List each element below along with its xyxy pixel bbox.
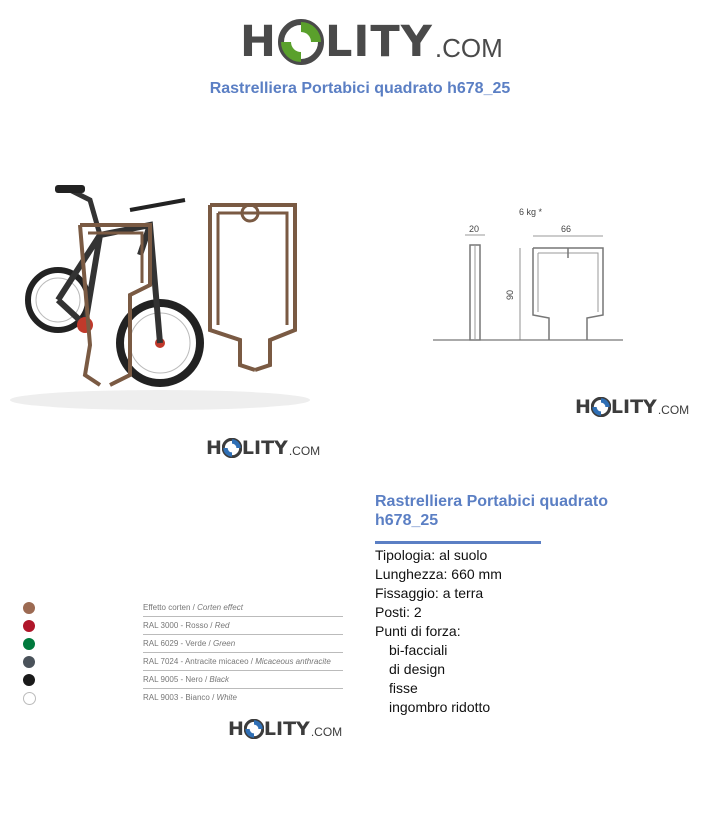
color-label: RAL 9005 - Nero / [143, 675, 210, 684]
color-option-red [15, 617, 345, 635]
color-option-black [15, 671, 345, 689]
logo-letter-h: H [206, 437, 222, 459]
product-title: Rastrelliera Portabici quadrato h678_25 [375, 493, 608, 529]
holity-logo-small [228, 718, 342, 740]
color-swatch [23, 656, 35, 668]
logo-letters: LITY [610, 396, 657, 418]
logo-letter-h: H [228, 718, 244, 740]
dimension-diagram [355, 140, 720, 360]
product-image [0, 115, 330, 460]
color-label: RAL 7024 - Antracite micaceo / [143, 657, 256, 666]
color-label-en: Black [209, 675, 229, 684]
page-title: Rastrelliera Portabici quadrato h678_25 [209, 80, 511, 97]
color-label-en: White [216, 693, 237, 702]
logo-o-icon [591, 397, 611, 417]
holity-logo-small [575, 396, 689, 418]
bike-rack-illustration [0, 115, 330, 415]
spec-length: Lunghezza: 660 mm [375, 566, 502, 582]
width-label: 66 [561, 224, 572, 234]
logo-letters: LITY [263, 718, 310, 740]
strength-item: fisse [389, 680, 418, 696]
strength-item: ingombro ridotto [389, 699, 491, 715]
color-option-anthracite [15, 653, 345, 671]
logo-domain: .COM [434, 32, 503, 63]
color-label: RAL 3000 - Rosso / [143, 621, 215, 630]
spec-fixing: Fissaggio: a terra [375, 585, 484, 601]
logo-letters: LITY [325, 17, 433, 67]
logo-letter-h: H [575, 396, 591, 418]
color-option-corten [15, 599, 345, 617]
logo-domain: .COM [310, 724, 343, 739]
logo-o-icon [222, 438, 242, 458]
weight-label: 6 kg * [519, 207, 543, 217]
logo-o-icon [278, 19, 324, 65]
spec-strengths: Punti di forza: [375, 623, 461, 639]
color-swatch [23, 692, 36, 705]
logo-letters: LITY [241, 437, 288, 459]
color-label-en: Micaceous anthracite [255, 657, 331, 666]
color-swatch [23, 674, 35, 686]
spec-places: Posti: 2 [375, 604, 422, 620]
color-swatch [23, 620, 35, 632]
spec-list [375, 546, 705, 717]
depth-label: 20 [469, 224, 480, 234]
color-label: RAL 9003 - Bianco / [143, 693, 217, 702]
color-option-green [15, 635, 345, 653]
color-label: Effetto corten / [143, 603, 198, 612]
color-options [15, 595, 350, 710]
logo-o-icon [244, 719, 264, 739]
color-label-en: Corten effect [197, 603, 243, 612]
strength-item: bi-facciali [389, 642, 448, 658]
logo-domain: .COM [288, 443, 321, 458]
strength-item: di design [389, 661, 446, 677]
height-label: 90 [505, 289, 516, 301]
color-option-white [15, 689, 345, 707]
title-divider [375, 541, 541, 544]
color-label-en: Green [212, 639, 236, 648]
logo-letter-h: H [240, 17, 277, 67]
color-label-en: Red [214, 621, 230, 630]
spec-type: Tipologia: al suolo [375, 547, 488, 563]
color-swatch [23, 602, 35, 614]
technical-drawing [355, 140, 720, 430]
holity-logo-small [206, 437, 320, 459]
color-label: RAL 6029 - Verde / [143, 639, 213, 648]
logo-domain: .COM [657, 402, 690, 417]
color-swatch [23, 638, 35, 650]
holity-logo[interactable] [240, 12, 503, 72]
